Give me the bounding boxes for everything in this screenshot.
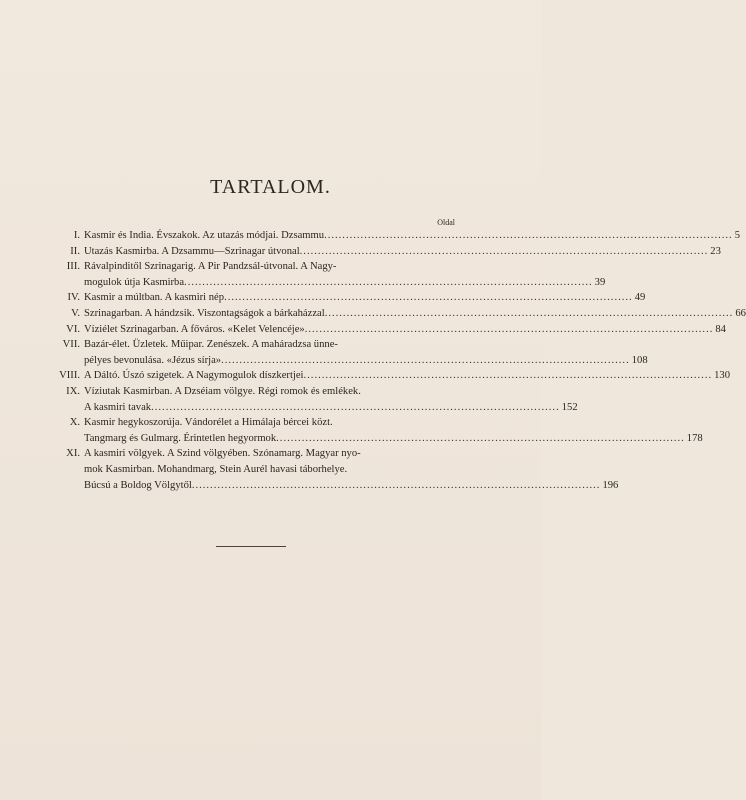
toc-entry [55,337,648,368]
chapter-number: X. [69,417,80,429]
chapter-title-line: Szrinagarban. A hándzsik. Viszontagságok a bárkaházzal [84,307,325,319]
page-number: 39 [594,276,606,288]
page-number: 130 [714,370,731,382]
chapter-number: VII. [62,339,80,351]
page-column-header: Oldal [437,218,455,227]
chapter-number: III. [66,261,80,273]
chapter-title-line: A Dáltó. Úszó szigetek. A Nagymogulok díszkertjei [84,370,304,382]
page-number: 49 [634,292,646,304]
chapter-title-line: Rávalpinditől Szrinagarig. A Pir Pandzsál-útvonal. A Nagy- [84,261,337,273]
chapter-title-line: Kasmir a múltban. A kasmiri nép [84,292,225,304]
page-number: 84 [715,323,726,335]
toc-entry [55,244,721,260]
chapter-title-line: Utazás Kasmirba. A Dzsammu—Szrinagar útvonal [84,245,300,257]
chapter-title-line: Kasmir hegykoszorúja. Vándorélet a Himálaja bércei közt. [84,417,333,429]
dot-leader [324,228,733,244]
dot-leader [184,275,593,291]
chapter-number: IV. [67,292,80,304]
page-number: 178 [686,432,703,444]
chapter-number: V. [71,307,80,319]
page-number: 66 [735,307,746,319]
chapter-number: VI. [66,323,80,335]
dot-leader [151,400,560,416]
chapter-number: VIII. [59,370,80,382]
chapter-title-line: Víziélet Szrinagarban. A főváros. «Kelet Velencéje» [84,323,305,335]
page-number: 152 [561,401,578,413]
page-title: TARTALOM. [210,176,331,198]
dot-leader [325,306,734,322]
chapter-number: II. [70,245,80,257]
toc-entry [55,259,606,290]
chapter-title-line: pélyes bevonulása. «Jézus sírja» [84,354,222,366]
dot-leader [305,322,714,338]
chapter-number: XI. [66,448,80,460]
toc-entry [55,384,578,415]
toc-entry [55,306,746,322]
page-number: 5 [734,230,740,241]
dot-leader [221,353,630,369]
toc-entry [55,290,646,306]
divider-rule [216,546,286,547]
chapter-number: IX. [66,385,80,397]
chapter-number: I. [73,230,80,241]
chapter-title-line: mok Kasmirban. Mohandmarg, Stein Aurél havasi táborhelye. [84,463,348,475]
chapter-title-line: mogulok útja Kasmirba [84,276,185,288]
page-number: 196 [602,479,619,491]
chapter-title-line: Bazár-élet. Üzletek. Műipar. Zenészek. A maháradzsa ünne- [84,339,338,351]
chapter-title-line: A kasmiri völgyek. A Szind völgyében. Szónamarg. Magyar nyo- [84,448,361,460]
page-number: 23 [710,245,721,257]
chapter-title-line: Búcsú a Boldog Völgytől [84,479,192,491]
chapter-title-line: Kasmir és India. Évszakok. Az utazás módjai. Dzsammu [84,230,325,241]
dot-leader [304,368,713,384]
dot-leader [300,244,709,260]
chapter-title-line: A kasmiri tavak [84,401,152,413]
toc-entry [55,446,619,493]
dot-leader [224,290,633,306]
toc-entry [55,322,726,338]
table-of-contents [55,228,746,493]
chapter-title-line: Tangmarg és Gulmarg. Érintetlen hegyormok [84,432,277,444]
chapter-title-line: Víziutak Kasmirban. A Dzséiam völgye. Régi romok és emlékek. [84,385,361,397]
dot-leader [192,478,601,494]
dot-leader [276,431,685,447]
toc-entry [55,368,731,384]
toc-entry [55,415,703,446]
toc-entry [55,228,740,244]
page-number: 108 [631,354,648,366]
